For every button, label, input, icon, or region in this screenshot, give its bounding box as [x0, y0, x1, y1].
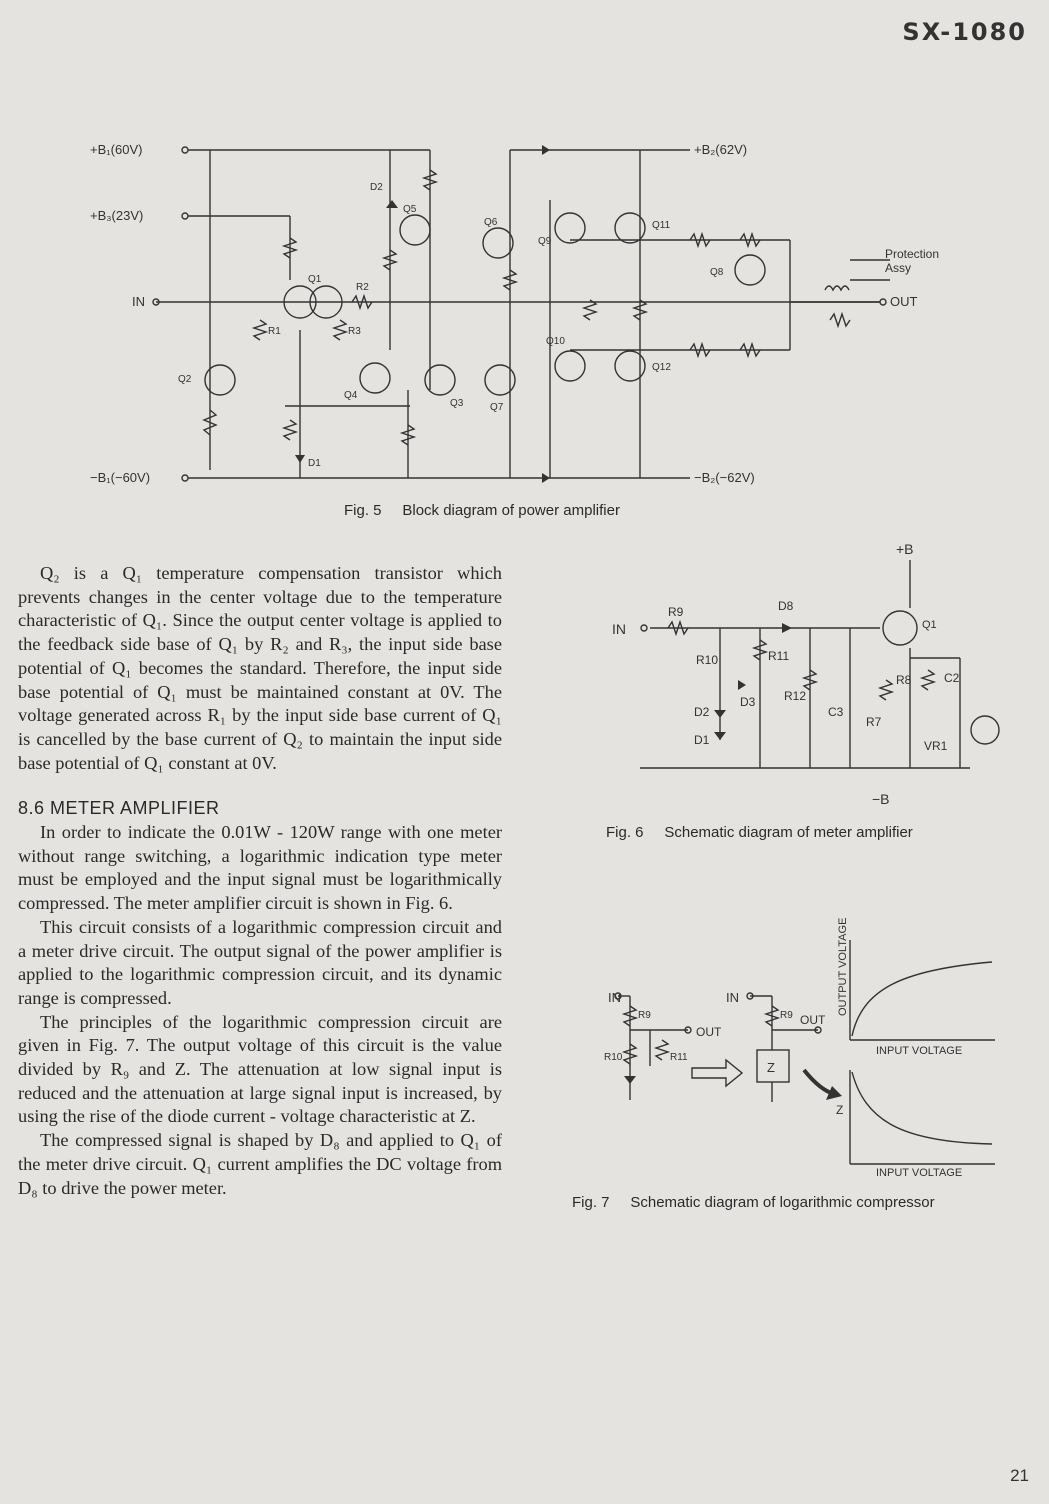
fig6-c2: C2 — [944, 671, 960, 685]
fig6-caption — [606, 824, 913, 841]
fig7-r10: R10 — [604, 1052, 623, 1063]
fig5-power-amp-diagram — [90, 130, 970, 500]
fig5-protection: Protection — [885, 247, 940, 261]
fig5-b2-pos: +B₂(62V) — [694, 142, 748, 157]
fig6-r11: R11 — [768, 649, 790, 663]
model-number: SX-1080 — [902, 18, 1027, 46]
fig6-r10: R10 — [696, 653, 719, 667]
fig7-z-box: Z — [767, 1060, 775, 1075]
fig6-r12: R12 — [784, 689, 807, 703]
fig5-caption-num: Fig. 5 — [344, 502, 382, 519]
paragraph-log-compression: The principles of the logarithmic compression circuit are given in Fig. 7. The output voltage of this circuit is the value divided by R₉ and Z. The attenuation at low signal input is reduced and the attenuation at large signal input is increased, by using the rise of the diode current - voltage characteristic at Z. — [18, 1011, 502, 1127]
fig7-in1: IN — [608, 990, 621, 1005]
fig5-b1-pos: +B₁(60V) — [90, 142, 143, 157]
fig6-caption-num: Fig. 6 — [606, 824, 644, 841]
fig5-q7: Q7 — [490, 402, 504, 413]
fig5-q4: Q4 — [344, 390, 358, 401]
fig5-q11: Q11 — [652, 220, 671, 231]
paragraph-meter-range: In order to indicate the 0.01W - 120W range with one meter without range switching, a logarithmic indication type meter must be employed and the input signal must be logarithmically compressed. The meter amplifier circuit is shown in Fig. 6. — [18, 822, 502, 914]
fig5-d2: D2 — [370, 182, 383, 193]
fig5-r1: R1 — [268, 326, 281, 337]
fig5-q10: Q10 — [546, 336, 565, 347]
fig5-q8: Q8 — [710, 267, 724, 278]
fig6-caption-text: Schematic diagram of meter amplifier — [664, 824, 913, 841]
fig6-in: IN — [612, 621, 626, 637]
fig7-r9a: R9 — [638, 1010, 651, 1021]
fig7-output-voltage: OUTPUT VOLTAGE — [837, 917, 849, 1016]
paragraph-d8-shaping: The compressed signal is shaped by D₈ and applied to Q₁ of the meter drive circuit. Q₁ current amplifies the DC voltage from D₈ to drive the power meter. — [18, 1130, 502, 1198]
fig7-out2: OUT — [800, 1013, 826, 1027]
fig5-out: OUT — [890, 294, 918, 309]
fig7-caption — [572, 1194, 935, 1211]
fig6-r9: R9 — [668, 605, 684, 619]
fig5-q2: Q2 — [178, 374, 192, 385]
fig6-vr1: VR1 — [924, 739, 948, 753]
fig5-b2-neg: −B₂(−62V) — [694, 470, 755, 485]
fig6-d3: D3 — [740, 695, 756, 709]
fig5-q9: Q9 — [538, 236, 552, 247]
fig5-q3: Q3 — [450, 398, 464, 409]
paragraph-circuit-description: This circuit consists of a logarithmic compression circuit and a meter drive circuit. The output signal of the power amplifier is applied to the logarithmic compression circuit, and its dynamic range is compressed. — [18, 916, 502, 1008]
fig6-c3: C3 — [828, 705, 844, 719]
paragraph-q2-compensation: Q₂ is a Q₁ temperature compensation transistor which prevents changes in the center voltage due to the temperature characteristic of Q₁. Since the output center voltage is applied to the feedback side base of Q₁ by R₂ and R₃, the input side base potential of Q₁ becomes the standard. Therefore, the input side base potential of Q₁ must be maintained constant at 0V. The voltage generated across R₁ by the input side base current of Q₁ is cancelled by the base current of Q₂ to maintain the input side base potential of Q₁ constant at 0V. — [18, 563, 502, 773]
fig7-r9b: R9 — [780, 1010, 793, 1021]
fig7-input-voltage-2: INPUT VOLTAGE — [876, 1167, 963, 1179]
fig5-q6: Q6 — [484, 217, 498, 228]
fig6-q1: Q1 — [922, 619, 937, 631]
fig5-caption — [344, 502, 620, 519]
fig7-r11: R11 — [670, 1052, 688, 1063]
fig7-in2: IN — [726, 990, 739, 1005]
fig5-q1: Q1 — [308, 274, 322, 285]
fig6-r7: R7 — [866, 715, 882, 729]
fig6-meter-amp-diagram — [610, 540, 1010, 810]
fig7-caption-num: Fig. 7 — [572, 1194, 610, 1211]
fig5-assy: Assy — [885, 261, 912, 275]
fig6-d1: D1 — [694, 733, 710, 747]
fig5-d1: D1 — [308, 458, 321, 469]
fig7-input-voltage-1: INPUT VOLTAGE — [876, 1045, 963, 1057]
fig6-r8: R8 — [896, 673, 912, 687]
fig5-q12: Q12 — [652, 362, 671, 373]
page-number: 21 — [1010, 1466, 1029, 1485]
fig6-plus-b: +B — [896, 541, 914, 557]
fig6-d8: D8 — [778, 599, 794, 613]
fig5-b1-neg: −B₁(−60V) — [90, 470, 151, 485]
fig5-b3: +B₃(23V) — [90, 208, 144, 223]
fig7-z-axis: Z — [836, 1103, 844, 1117]
fig7-caption-text: Schematic diagram of logarithmic compressor — [630, 1194, 935, 1211]
fig5-caption-text: Block diagram of power amplifier — [402, 502, 620, 519]
section-heading-meter-amplifier: 8.6 METER AMPLIFIER — [18, 798, 220, 819]
fig6-d2: D2 — [694, 705, 710, 719]
fig6-minus-b: −B — [872, 791, 890, 807]
text-column — [18, 562, 502, 1200]
fig7-out1: OUT — [696, 1025, 722, 1039]
fig5-q5: Q5 — [403, 204, 417, 215]
fig5-in: IN — [132, 294, 145, 309]
fig5-r3: R3 — [348, 326, 361, 337]
fig5-r2: R2 — [356, 282, 369, 293]
fig7-log-compressor-diagram — [600, 880, 1020, 1180]
